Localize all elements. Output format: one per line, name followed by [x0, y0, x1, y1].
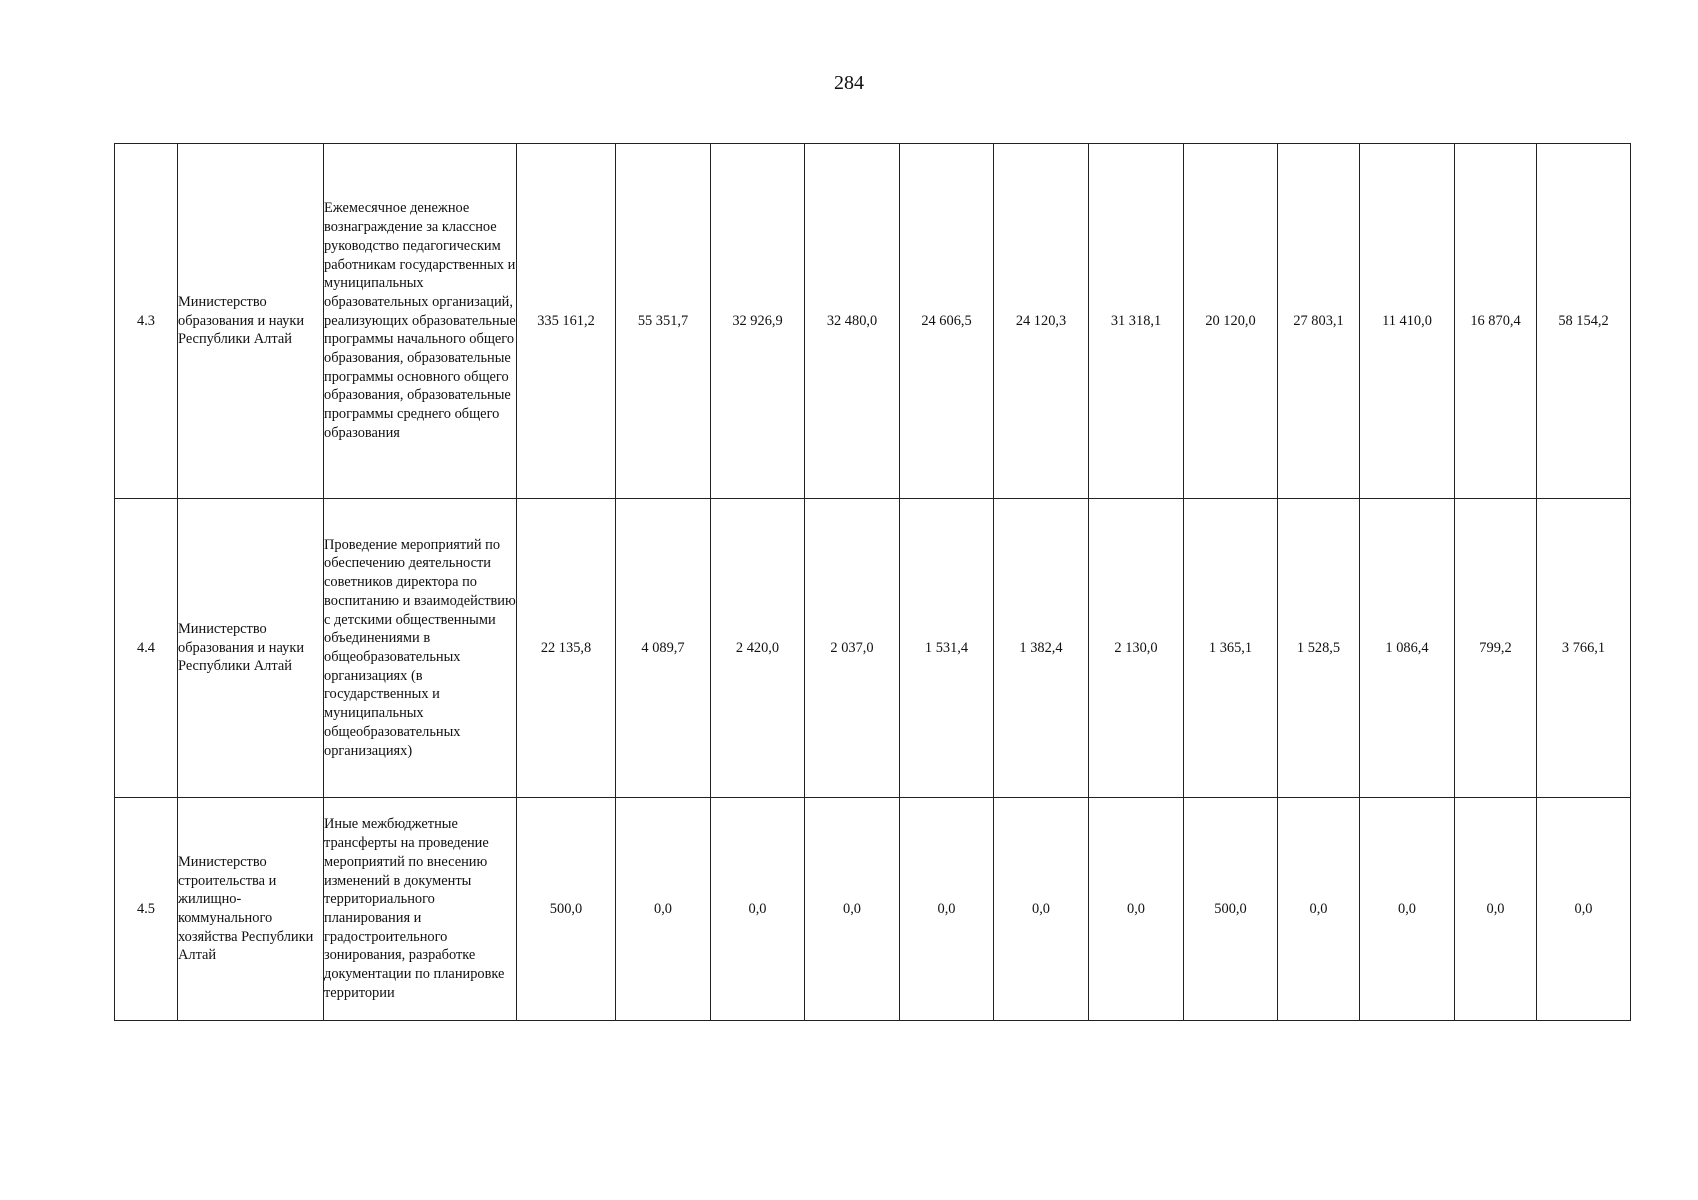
value-cell: 2 130,0 — [1089, 499, 1184, 798]
value-cell: 0,0 — [1278, 798, 1360, 1021]
value-cell: 20 120,0 — [1184, 144, 1278, 499]
value-cell: 1 365,1 — [1184, 499, 1278, 798]
value-cell: 2 037,0 — [805, 499, 900, 798]
value-cell: 24 120,3 — [994, 144, 1089, 499]
value-cell: 55 351,7 — [616, 144, 711, 499]
value-cell: 27 803,1 — [1278, 144, 1360, 499]
budget-table — [114, 143, 1631, 1021]
value-cell: 0,0 — [994, 798, 1089, 1021]
value-cell: 16 870,4 — [1455, 144, 1537, 499]
table-row — [115, 144, 1631, 499]
row-number: 4.4 — [115, 499, 178, 798]
value-cell: 1 382,4 — [994, 499, 1089, 798]
value-cell: 0,0 — [1360, 798, 1455, 1021]
description-cell: Иные межбюджетные трансферты на проведение мероприятий по внесению изменений в документы территориального планирования и градостроительного зонирования, разработке документации по планировке территории — [324, 798, 517, 1021]
ministry-cell: Министерство образования и науки Республики Алтай — [178, 144, 324, 499]
description-cell: Ежемесячное денежное вознаграждение за классное руководство педагогическим работникам государственных и муниципальных образовательных организаций, реализующих образовательные программы начального общего образования, образовательные программы основного общего образования, образовательные программы среднего общего образования — [324, 144, 517, 499]
ministry-cell: Министерство образования и науки Республики Алтай — [178, 499, 324, 798]
value-cell: 1 528,5 — [1278, 499, 1360, 798]
page-number: 284 — [834, 72, 864, 94]
value-cell: 0,0 — [805, 798, 900, 1021]
description-cell: Проведение мероприятий по обеспечению деятельности советников директора по воспитанию и взаимодействию с детскими общественными объединениями в общеобразовательных организациях (в государственных и муниципальных общеобразовательных организациях) — [324, 499, 517, 798]
value-cell: 2 420,0 — [711, 499, 805, 798]
value-cell: 1 086,4 — [1360, 499, 1455, 798]
value-cell: 4 089,7 — [616, 499, 711, 798]
value-cell: 1 531,4 — [900, 499, 994, 798]
table-row — [115, 499, 1631, 798]
value-cell: 335 161,2 — [517, 144, 616, 499]
value-cell: 0,0 — [1537, 798, 1631, 1021]
value-cell: 58 154,2 — [1537, 144, 1631, 499]
value-cell: 32 480,0 — [805, 144, 900, 499]
table-row — [115, 798, 1631, 1021]
value-cell: 0,0 — [616, 798, 711, 1021]
value-cell: 799,2 — [1455, 499, 1537, 798]
value-cell: 22 135,8 — [517, 499, 616, 798]
value-cell: 32 926,9 — [711, 144, 805, 499]
value-cell: 0,0 — [1455, 798, 1537, 1021]
value-cell: 3 766,1 — [1537, 499, 1631, 798]
row-number: 4.5 — [115, 798, 178, 1021]
value-cell: 0,0 — [1089, 798, 1184, 1021]
value-cell: 0,0 — [711, 798, 805, 1021]
value-cell: 500,0 — [1184, 798, 1278, 1021]
ministry-cell: Министерство строительства и жилищно-коммунального хозяйства Республики Алтай — [178, 798, 324, 1021]
value-cell: 0,0 — [900, 798, 994, 1021]
value-cell: 24 606,5 — [900, 144, 994, 499]
row-number: 4.3 — [115, 144, 178, 499]
value-cell: 11 410,0 — [1360, 144, 1455, 499]
value-cell: 500,0 — [517, 798, 616, 1021]
value-cell: 31 318,1 — [1089, 144, 1184, 499]
